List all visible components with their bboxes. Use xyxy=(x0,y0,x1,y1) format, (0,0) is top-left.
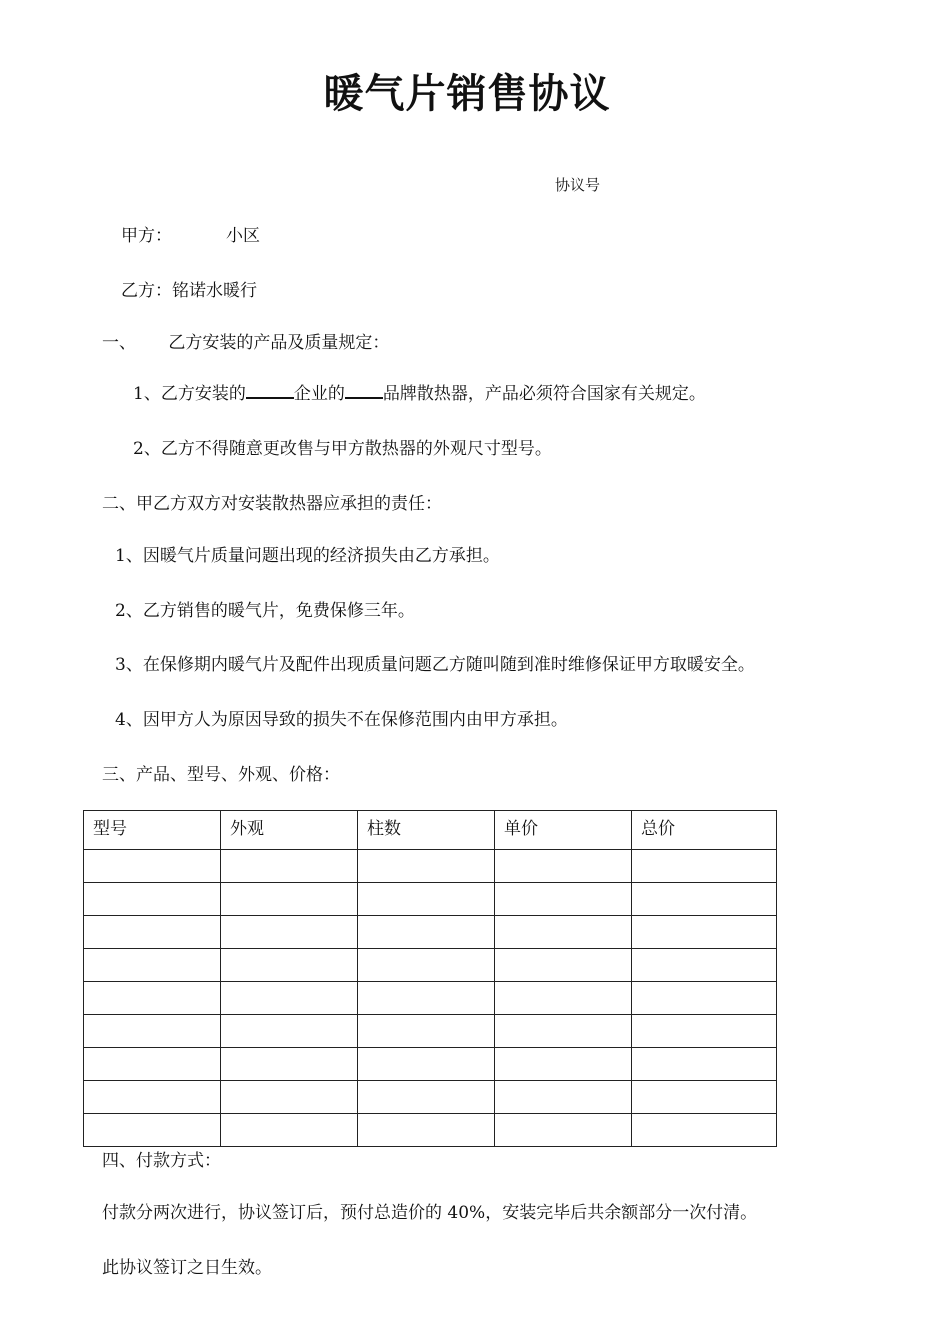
section2-item: 4、因甲方人为原因导致的损失不在保修范围内由甲方承担。 xyxy=(115,710,568,730)
table-row xyxy=(84,1114,777,1147)
table-cell xyxy=(358,982,495,1015)
blank-line xyxy=(345,381,383,399)
document-title: 暖气片销售协议 xyxy=(323,71,611,117)
table-cell xyxy=(495,883,632,916)
table-cell xyxy=(221,982,358,1015)
section2-heading: 二、甲乙方双方对安装散热器应承担的责任： xyxy=(102,494,442,514)
table-cell xyxy=(495,916,632,949)
table-cell xyxy=(84,1114,221,1147)
table-cell xyxy=(221,916,358,949)
table-cell xyxy=(358,883,495,916)
table-cell xyxy=(221,1048,358,1081)
table-cell xyxy=(495,1081,632,1114)
table-cell xyxy=(358,1114,495,1147)
header-unit-price: 单价 xyxy=(495,811,632,850)
table-cell xyxy=(358,916,495,949)
table-cell xyxy=(84,982,221,1015)
party-a: 甲方： 小区 xyxy=(121,226,261,246)
table-cell xyxy=(495,949,632,982)
header-total-price: 总价 xyxy=(632,811,777,850)
table-cell xyxy=(632,1081,777,1114)
table-cell xyxy=(495,1114,632,1147)
table-cell xyxy=(495,850,632,883)
section2-item: 3、在保修期内暖气片及配件出现质量问题乙方随叫随到准时维修保证甲方取暖安全。 xyxy=(115,655,755,675)
item1-suffix: 品牌散热器，产品必须符合国家有关规定。 xyxy=(382,384,706,404)
section2-item: 2、乙方销售的暖气片，免费保修三年。 xyxy=(115,601,415,621)
table-cell xyxy=(632,1015,777,1048)
table-cell xyxy=(221,1081,358,1114)
header-columns: 柱数 xyxy=(358,811,495,850)
table-cell xyxy=(84,1048,221,1081)
table-cell xyxy=(632,883,777,916)
header-appearance: 外观 xyxy=(221,811,358,850)
table-cell xyxy=(632,949,777,982)
table-row xyxy=(84,883,777,916)
table-row xyxy=(84,850,777,883)
table-cell xyxy=(221,883,358,916)
table-row xyxy=(84,1048,777,1081)
party-b: 乙方：铭诺水暖行 xyxy=(121,281,257,301)
table-cell xyxy=(358,949,495,982)
table-cell xyxy=(495,1015,632,1048)
table-cell xyxy=(221,850,358,883)
table-cell xyxy=(495,1048,632,1081)
table-cell xyxy=(632,1114,777,1147)
product-table xyxy=(83,810,777,1147)
agreement-number-label: 协议号 xyxy=(555,176,601,194)
payment-terms: 付款分两次进行，协议签订后，预付总造价的 40%，安装完毕后共余额部分一次付清。 xyxy=(102,1203,758,1223)
table-row xyxy=(84,1015,777,1048)
table-cell xyxy=(84,1081,221,1114)
section1-heading: 一、 乙方安装的产品及质量规定： xyxy=(102,333,390,353)
section1-item1 xyxy=(133,379,706,404)
table-cell xyxy=(495,982,632,1015)
table-cell xyxy=(632,1048,777,1081)
section2-item: 1、因暖气片质量问题出现的经济损失由乙方承担。 xyxy=(115,546,500,566)
table-row xyxy=(84,916,777,949)
effective-clause: 此协议签订之日生效。 xyxy=(102,1258,272,1278)
table-row xyxy=(84,1081,777,1114)
item1-middle: 企业的 xyxy=(293,384,345,404)
table-cell xyxy=(84,883,221,916)
section4-heading: 四、付款方式： xyxy=(102,1151,221,1171)
table-cell xyxy=(84,949,221,982)
table-cell xyxy=(358,850,495,883)
table-cell xyxy=(358,1048,495,1081)
table-header-row xyxy=(84,811,777,850)
table-cell xyxy=(84,1015,221,1048)
table-cell xyxy=(358,1015,495,1048)
table-cell xyxy=(221,949,358,982)
item1-prefix: 1、乙方安装的 xyxy=(133,384,246,404)
blank-line xyxy=(246,381,294,399)
section1-item2: 2、乙方不得随意更改售与甲方散热器的外观尺寸型号。 xyxy=(133,439,552,459)
table-cell xyxy=(632,982,777,1015)
table-cell xyxy=(358,1081,495,1114)
table-cell xyxy=(221,1114,358,1147)
table-cell xyxy=(84,916,221,949)
table-row xyxy=(84,982,777,1015)
table-cell xyxy=(632,916,777,949)
header-model: 型号 xyxy=(84,811,221,850)
table-cell xyxy=(221,1015,358,1048)
section3-heading: 三、产品、型号、外观、价格： xyxy=(102,765,340,785)
table-cell xyxy=(84,850,221,883)
table-cell xyxy=(632,850,777,883)
table-row xyxy=(84,949,777,982)
